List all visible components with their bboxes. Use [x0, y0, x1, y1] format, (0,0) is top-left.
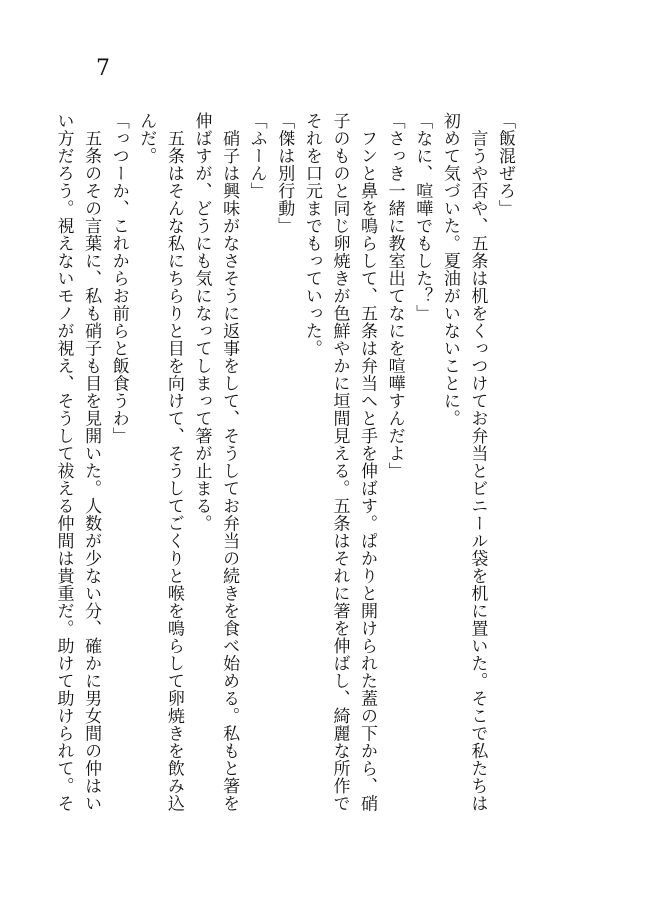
- text-line: 硝子は興味がなさそうに返事をして、そうしてお弁当の続きを食べ始める。私もと箸を: [219, 112, 240, 812]
- text-line: 初めて気づいた。夏油がいないことに。: [439, 112, 460, 427]
- text-line: い方だろう。視えないモノが視え、そうして祓える仲間は貴重だ。助けて助けられて。そ: [53, 112, 74, 812]
- text-line: 「傑は別行動」: [274, 112, 295, 235]
- text-line: 言うや否や、五条は机をくっつけてお弁当とビニール袋を机に置いた。そこで私たちは: [467, 112, 488, 812]
- text-line: それを口元までもっていった。: [301, 112, 322, 357]
- vertical-body-text: [49, 112, 518, 822]
- text-line: 五条はそんな私にちらりと目を向けて、そうしてごくりと喉を鳴らして卵焼きを飲み込: [163, 112, 184, 812]
- text-line: 子のものと同じ卵焼きが色鮮やかに垣間見える。五条はそれに箸を伸ばし、綺麗な所作で: [329, 112, 350, 812]
- text-line: んだ。: [136, 112, 157, 165]
- page-number: 7: [96, 56, 110, 81]
- text-line: フンと鼻を鳴らして、五条は弁当へと手を伸ばす。ぱかりと開けられた蓋の下から、硝: [357, 112, 378, 812]
- text-line: 伸ばすが、どうにも気になってしまって箸が止まる。: [191, 112, 212, 532]
- text-line: 「っつーか、これからお前らと飯食うわ」: [108, 112, 129, 445]
- text-line: 「なに、喧嘩でもした？」: [412, 112, 433, 322]
- text-line: 「ふーん」: [246, 112, 267, 200]
- text-line: 「さっき一緒に教室出てなにを喧嘩すんだよ」: [384, 112, 405, 480]
- text-line: 「飯混ぜろ」: [495, 112, 515, 217]
- text-line: 五条のその言葉に、私も硝子も目を見開いた。人数が少ない分、確かに男女間の仲はい: [81, 112, 102, 812]
